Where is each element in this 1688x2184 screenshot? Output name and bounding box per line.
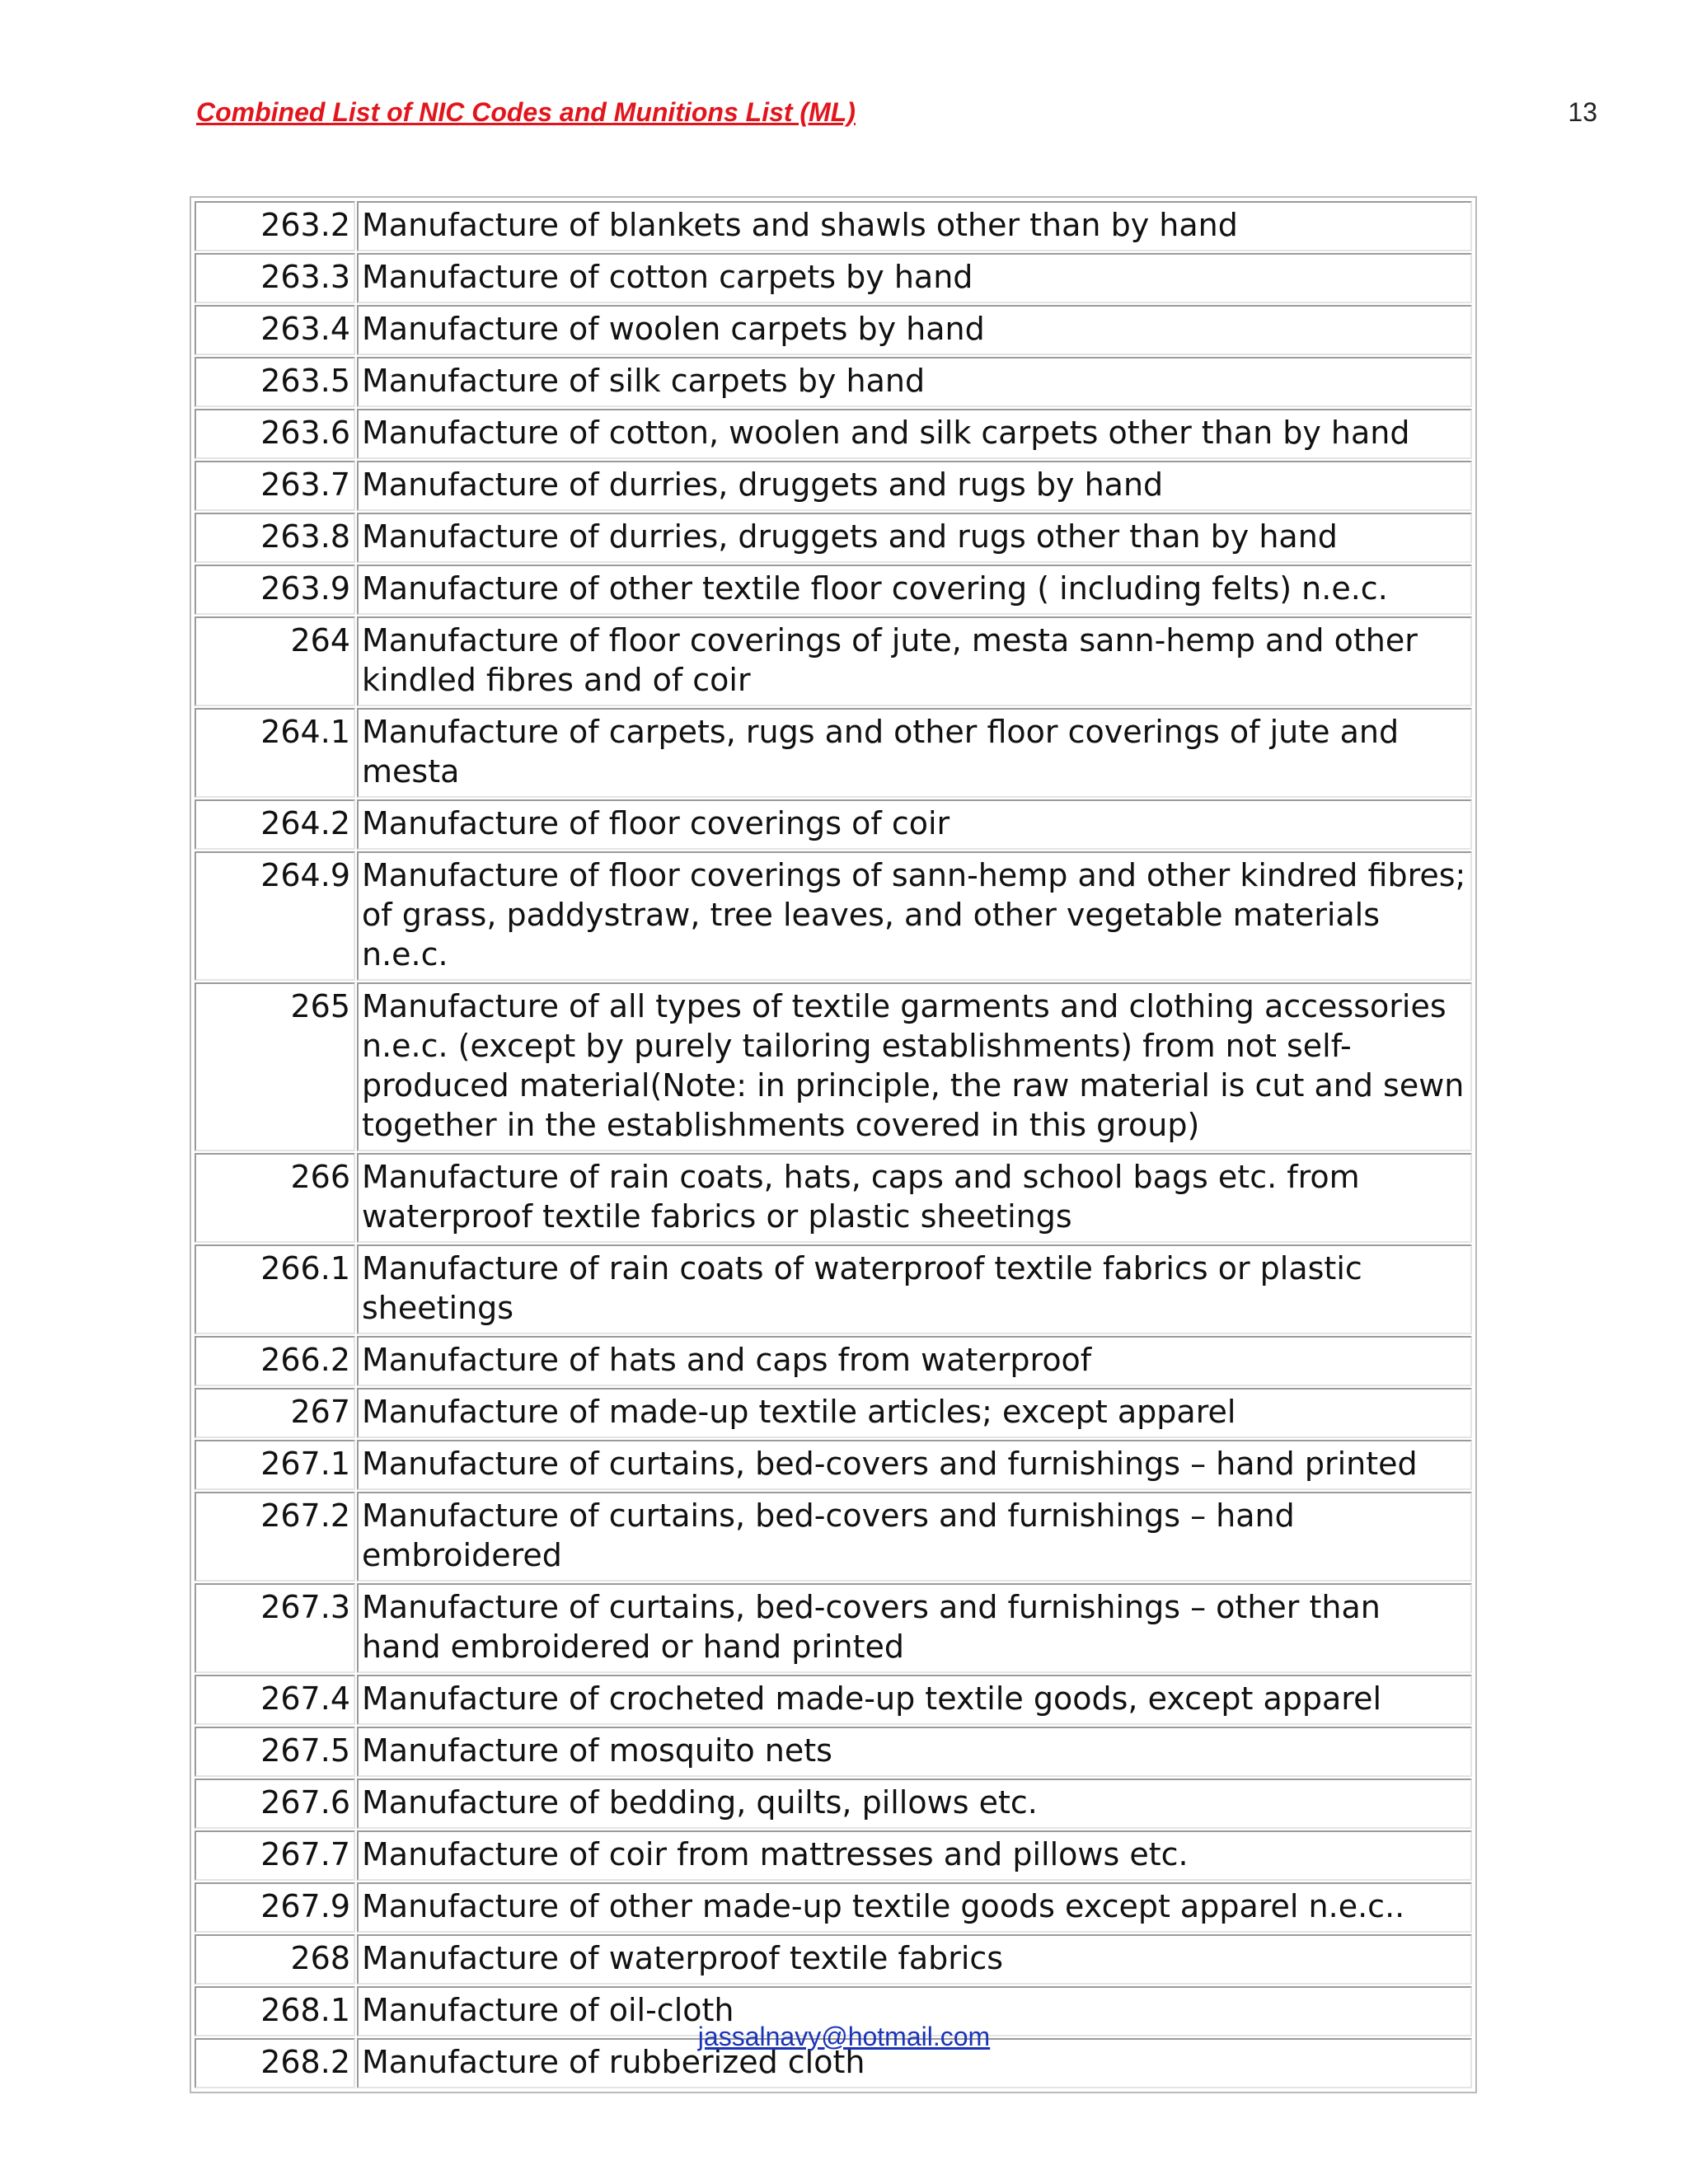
description-cell: Manufacture of other textile floor covering ( including felts) n.e.c. xyxy=(357,565,1472,615)
table-body xyxy=(195,201,1472,2088)
table-row xyxy=(195,982,1472,1151)
table-row xyxy=(195,409,1472,459)
table-row xyxy=(195,1727,1472,1777)
table-row xyxy=(195,1882,1472,1933)
nic-code-cell: 267.5 xyxy=(195,1727,355,1777)
nic-code-cell: 267.6 xyxy=(195,1779,355,1829)
nic-code-cell: 263.4 xyxy=(195,305,355,355)
nic-code-cell: 263.2 xyxy=(195,201,355,251)
nic-code-cell: 267.3 xyxy=(195,1583,355,1673)
nic-code-cell: 263.3 xyxy=(195,253,355,303)
table-row xyxy=(195,616,1472,706)
table-row xyxy=(195,357,1472,407)
nic-code-cell: 266 xyxy=(195,1153,355,1243)
description-cell: Manufacture of crocheted made-up textile goods, except apparel xyxy=(357,1675,1472,1725)
table-row xyxy=(195,1388,1472,1438)
nic-code-cell: 267.9 xyxy=(195,1882,355,1933)
nic-code-cell: 266.2 xyxy=(195,1336,355,1386)
table-row xyxy=(195,1675,1472,1725)
description-cell: Manufacture of silk carpets by hand xyxy=(357,357,1472,407)
table-row xyxy=(195,1934,1472,1985)
description-cell: Manufacture of cotton carpets by hand xyxy=(357,253,1472,303)
table-row xyxy=(195,799,1472,850)
table-row xyxy=(195,1830,1472,1881)
description-cell: Manufacture of rubberized cloth xyxy=(357,2038,1472,2088)
description-cell: Manufacture of cotton, woolen and silk carpets other than by hand xyxy=(357,409,1472,459)
table-row xyxy=(195,565,1472,615)
table-row xyxy=(195,708,1472,798)
description-cell: Manufacture of durries, druggets and rugs by hand xyxy=(357,461,1472,511)
nic-code-cell: 268.1 xyxy=(195,1986,355,2036)
description-cell: Manufacture of curtains, bed-covers and furnishings – hand printed xyxy=(357,1440,1472,1490)
nic-code-cell: 264.1 xyxy=(195,708,355,798)
table-row xyxy=(195,201,1472,251)
page-number: 13 xyxy=(1568,97,1597,127)
table-row xyxy=(195,253,1472,303)
description-cell: Manufacture of mosquito nets xyxy=(357,1727,1472,1777)
description-cell: Manufacture of bedding, quilts, pillows etc. xyxy=(357,1779,1472,1829)
page-header xyxy=(196,97,1597,138)
nic-code-cell: 266.1 xyxy=(195,1244,355,1334)
description-cell: Manufacture of all types of textile garments and clothing accessories n.e.c. (except by purely tailoring establishments) from not self-produced material(Note: in principle, the raw material is cut and sewn together in the establishments covered in this group) xyxy=(357,982,1472,1151)
description-cell: Manufacture of oil-cloth xyxy=(357,1986,1472,2036)
table-row xyxy=(195,1153,1472,1243)
nic-code-cell: 267.2 xyxy=(195,1492,355,1582)
description-cell: Manufacture of floor coverings of sann-hemp and other kindred fibres; of grass, paddystraw, tree leaves, and other vegetable materials n.e.c. xyxy=(357,851,1472,981)
nic-code-cell: 267.4 xyxy=(195,1675,355,1725)
table-row xyxy=(195,305,1472,355)
nic-code-cell: 267.1 xyxy=(195,1440,355,1490)
nic-code-cell: 263.8 xyxy=(195,513,355,563)
description-cell: Manufacture of floor coverings of jute, mesta sann-hemp and other kindled fibres and of coir xyxy=(357,616,1472,706)
footer-email-link[interactable]: jassalnavy@hotmail.com xyxy=(697,2022,991,2051)
description-cell: Manufacture of curtains, bed-covers and furnishings – hand embroidered xyxy=(357,1492,1472,1582)
code-table xyxy=(193,199,1474,2090)
description-cell: Manufacture of carpets, rugs and other floor coverings of jute and mesta xyxy=(357,708,1472,798)
table-row xyxy=(195,1440,1472,1490)
description-cell: Manufacture of hats and caps from waterproof xyxy=(357,1336,1472,1386)
description-cell: Manufacture of rain coats, hats, caps and school bags etc. from waterproof textile fabrics or plastic sheetings xyxy=(357,1153,1472,1243)
nic-code-cell: 264 xyxy=(195,616,355,706)
description-cell: Manufacture of woolen carpets by hand xyxy=(357,305,1472,355)
nic-code-cell: 263.9 xyxy=(195,565,355,615)
description-cell: Manufacture of made-up textile articles; except apparel xyxy=(357,1388,1472,1438)
nic-code-cell: 267 xyxy=(195,1388,355,1438)
table-row xyxy=(195,1492,1472,1582)
table-row xyxy=(195,461,1472,511)
nic-code-cell: 268 xyxy=(195,1934,355,1985)
nic-code-cell: 267.7 xyxy=(195,1830,355,1881)
description-cell: Manufacture of durries, druggets and rugs other than by hand xyxy=(357,513,1472,563)
table-row xyxy=(195,851,1472,981)
nic-code-cell: 263.6 xyxy=(195,409,355,459)
description-cell: Manufacture of waterproof textile fabrics xyxy=(357,1934,1472,1985)
table-row xyxy=(195,1583,1472,1673)
table-row xyxy=(195,513,1472,563)
table-row xyxy=(195,1336,1472,1386)
nic-code-cell: 264.2 xyxy=(195,799,355,850)
nic-code-cell: 263.5 xyxy=(195,357,355,407)
description-cell: Manufacture of floor coverings of coir xyxy=(357,799,1472,850)
nic-code-cell: 264.9 xyxy=(195,851,355,981)
nic-code-cell: 265 xyxy=(195,982,355,1151)
nic-code-cell: 263.7 xyxy=(195,461,355,511)
nic-code-cell: 268.2 xyxy=(195,2038,355,2088)
page-footer xyxy=(0,2022,1688,2052)
description-cell: Manufacture of curtains, bed-covers and furnishings – other than hand embroidered or hand printed xyxy=(357,1583,1472,1673)
nic-code-table xyxy=(190,196,1477,2093)
description-cell: Manufacture of rain coats of waterproof textile fabrics or plastic sheetings xyxy=(357,1244,1472,1334)
description-cell: Manufacture of other made-up textile goods except apparel n.e.c.. xyxy=(357,1882,1472,1933)
description-cell: Manufacture of blankets and shawls other than by hand xyxy=(357,201,1472,251)
table-row xyxy=(195,1779,1472,1829)
document-title: Combined List of NIC Codes and Munitions List (ML) xyxy=(196,97,856,127)
description-cell: Manufacture of coir from mattresses and pillows etc. xyxy=(357,1830,1472,1881)
table-row xyxy=(195,1244,1472,1334)
